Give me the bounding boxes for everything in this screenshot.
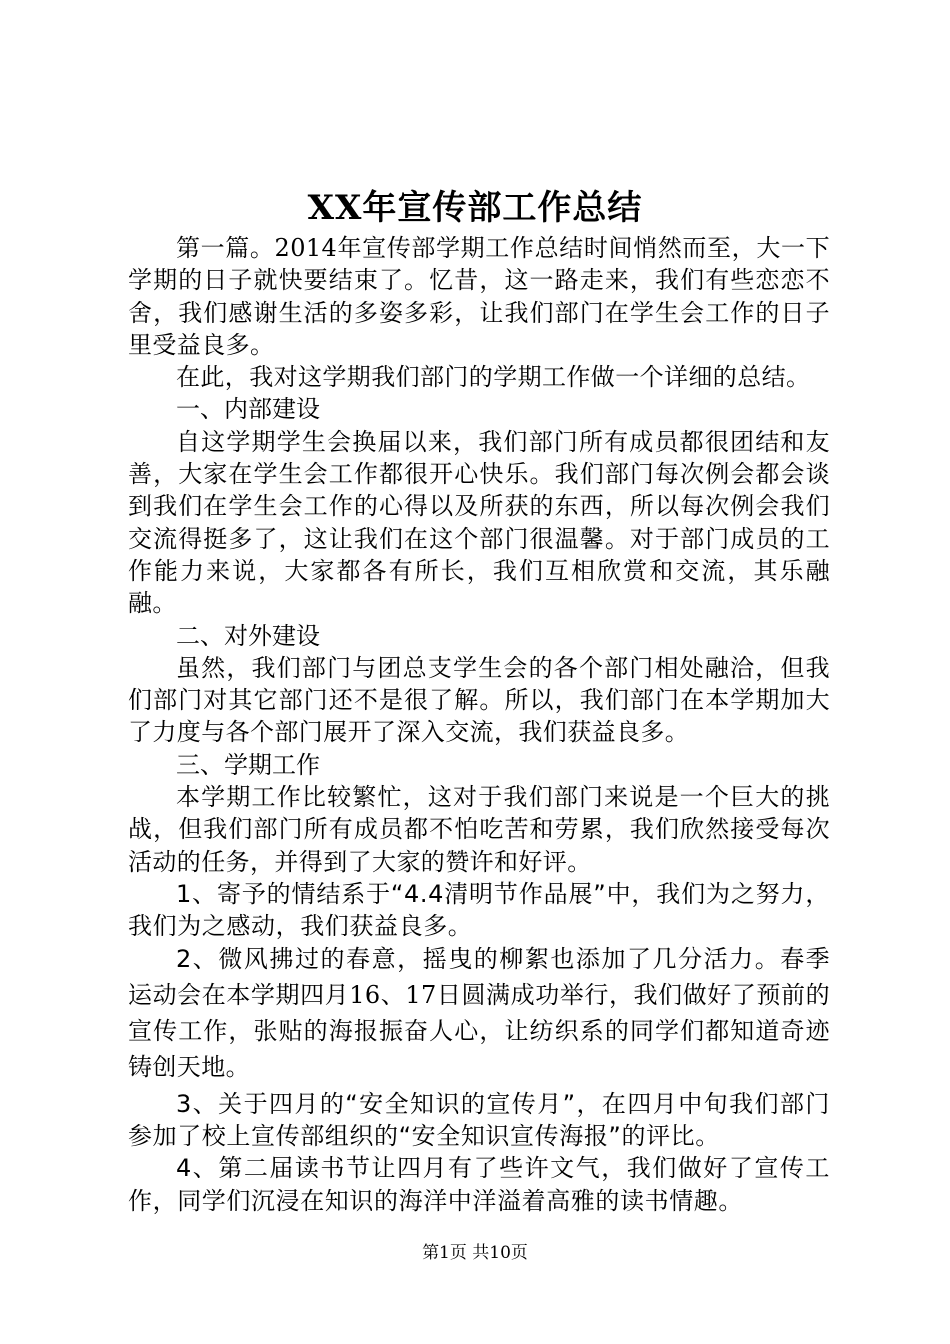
summary-intro-paragraph: 在此，我对这学期我们部门的学期工作做一个详细的总结。: [176, 363, 811, 392]
document-title: XX年宣传部工作总结: [307, 188, 643, 228]
section-heading-external: 二、对外建设: [176, 621, 320, 650]
work-item-2: [128, 943, 830, 1088]
work-item-4: 4、第二届读书节让四月有了些许文气，我们做好了宣传工作，同学们沉浸在知识的海洋中洋溢着高雅的读书情趣。: [128, 1154, 830, 1215]
work-item-2-lead: 2、微风拂过的春意，摇曳的柳絮也添加了几分活力。: [176, 944, 781, 973]
page-footer: 第1页 共10页: [422, 1243, 528, 1263]
section-heading-semester-work: 三、学期工作: [176, 750, 320, 779]
intro-paragraph: 第一篇。2014年宣传部学期工作总结时间悄然而至，大一下学期的日子就快要结束了。忆昔，这一路走来，我们有些恋恋不舍，我们感谢生活的多姿多彩，让我们部门在学生会工作的日子里受益良多。: [128, 234, 830, 359]
work-item-2-detail: 春季运动会在本学期四月16、17日圆满成功举行，我们做好了预前的宣传工作，张贴的海报振奋人心，让纺织系的同学们都知道奇迹铸创天地。: [128, 944, 830, 1082]
semester-work-paragraph: 本学期工作比较繁忙，这对于我们部门来说是一个巨大的挑战，但我们部门所有成员都不怕吃苦和劳累，我们欣然接受每次活动的任务，并得到了大家的赞许和好评。: [128, 783, 830, 876]
work-item-1: 1、寄予的情结系于“4.4清明节作品展”中，我们为之努力，我们为之感动，我们获益良多。: [128, 879, 830, 941]
internal-paragraph: 自这学期学生会换届以来，我们部门所有成员都很团结和友善，大家在学生会工作都很开心快乐。我们部门每次例会都会谈到我们在学生会工作的心得以及所获的东西，所以每次例会我们交流得挺多了，这让我们在这个部门很温馨。对于部门成员的工作能力来说，大家都各有所长，我们互相欣赏和交流，其乐融融。: [128, 427, 830, 618]
section-heading-internal: 一、内部建设: [176, 395, 320, 424]
work-item-3: 3、关于四月的“安全知识的宣传月”，在四月中旬我们部门参加了校上宣传部组织的“安全知识宣传海报”的评比。: [128, 1089, 830, 1151]
document-body: [128, 232, 830, 1217]
external-paragraph: 虽然，我们部门与团总支学生会的各个部门相处融洽，但我们部门对其它部门还不是很了解。所以，我们部门在本学期加大了力度与各个部门展开了深入交流，我们获益良多。: [128, 653, 830, 747]
